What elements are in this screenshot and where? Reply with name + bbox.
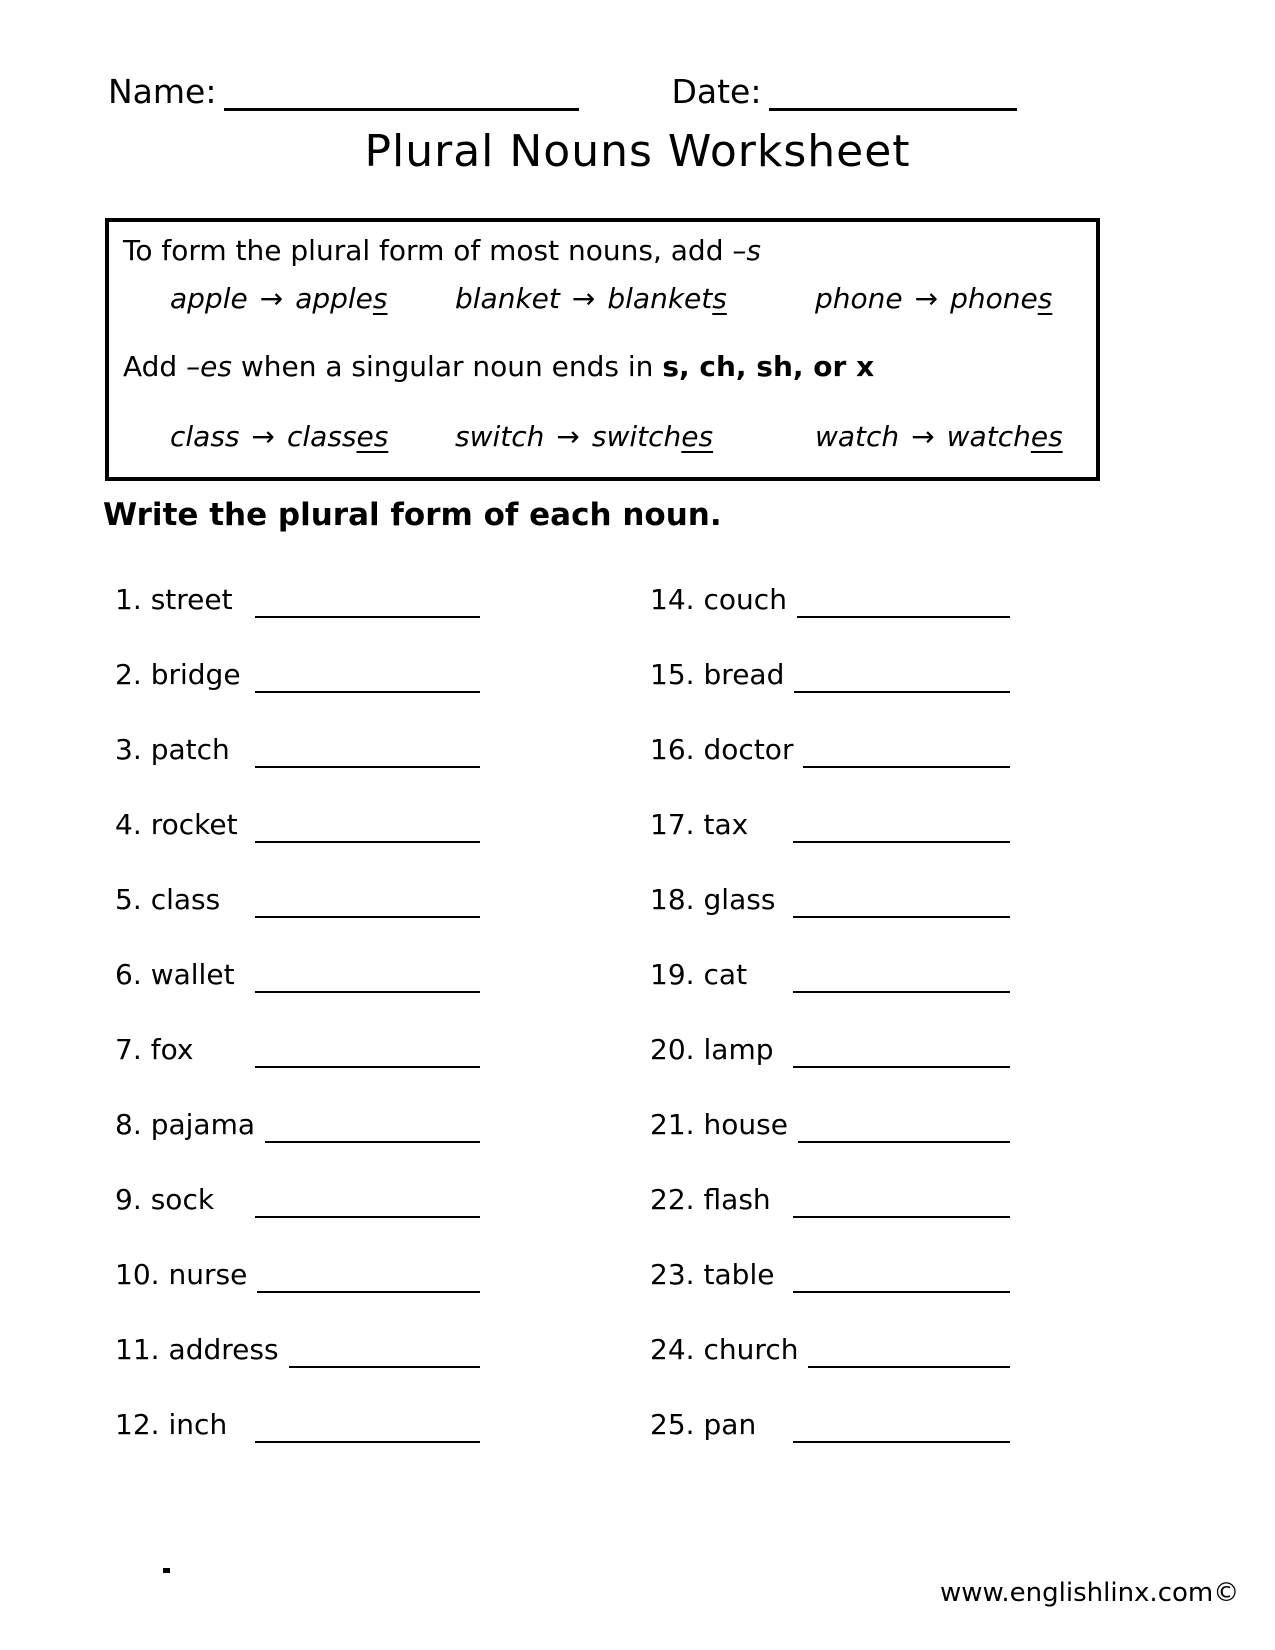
- answer-blank[interactable]: [798, 1107, 1010, 1143]
- example-plural-base: class: [286, 420, 357, 453]
- item-word: doctor: [703, 733, 794, 766]
- worksheet-item: [650, 562, 1010, 637]
- answer-blank[interactable]: [793, 1182, 1010, 1218]
- item-word: class: [150, 883, 221, 916]
- item-label: [115, 958, 255, 991]
- answer-blank[interactable]: [808, 1332, 1010, 1368]
- example-singular: class: [170, 420, 240, 453]
- item-word: sock: [150, 1183, 215, 1216]
- plural-example: [455, 420, 815, 453]
- item-number: 3.: [115, 733, 142, 766]
- worksheet-item: [115, 862, 480, 937]
- item-word: nurse: [168, 1258, 248, 1291]
- example-plural-suffix: s: [712, 282, 727, 315]
- item-number: 2.: [115, 658, 142, 691]
- worksheet-item: [115, 1312, 480, 1387]
- worksheet-item: [115, 562, 480, 637]
- rule-2-text: [123, 350, 874, 383]
- answer-blank[interactable]: [265, 1107, 480, 1143]
- item-word: church: [703, 1333, 799, 1366]
- item-number: 16.: [650, 733, 695, 766]
- item-word: table: [703, 1258, 775, 1291]
- worksheet-item: [115, 637, 480, 712]
- instruction-heading: Write the plural form of each noun.: [103, 497, 722, 533]
- item-word: couch: [703, 583, 787, 616]
- date-blank[interactable]: [769, 78, 1017, 111]
- worksheet-item: [650, 712, 1010, 787]
- example-plural-base: phone: [950, 282, 1038, 315]
- item-label: [650, 583, 797, 616]
- item-label: [115, 1033, 255, 1066]
- answer-blank[interactable]: [793, 1032, 1010, 1068]
- answer-blank[interactable]: [794, 657, 1010, 693]
- answer-blank[interactable]: [255, 657, 480, 693]
- worksheet-item: [650, 1387, 1010, 1462]
- example-plural-base: apple: [295, 282, 373, 315]
- item-label: [115, 1108, 265, 1141]
- item-label: [650, 808, 793, 841]
- noun-list-left-column: [115, 562, 650, 1462]
- item-label: [650, 1333, 808, 1366]
- answer-blank[interactable]: [803, 732, 1010, 768]
- example-plural-suffix: s: [372, 282, 388, 315]
- noun-list-right-column: [650, 562, 1110, 1462]
- example-singular: apple: [170, 282, 248, 315]
- worksheet-item: [650, 787, 1010, 862]
- item-number: 15.: [650, 658, 695, 691]
- worksheet-item: [115, 712, 480, 787]
- plural-example: [455, 282, 815, 315]
- answer-blank[interactable]: [255, 732, 480, 768]
- plural-example: [815, 420, 1063, 453]
- answer-blank[interactable]: [255, 807, 480, 843]
- rule-1-suffix: –s: [732, 234, 761, 267]
- worksheet-item: [115, 937, 480, 1012]
- item-number: 17.: [650, 808, 695, 841]
- item-number: 22.: [650, 1183, 695, 1216]
- answer-blank[interactable]: [793, 1257, 1010, 1293]
- item-label: [115, 583, 255, 616]
- item-label: [115, 1258, 257, 1291]
- arrow-icon: →: [914, 282, 939, 315]
- item-word: bread: [703, 658, 785, 691]
- answer-blank[interactable]: [797, 582, 1010, 618]
- item-word: cat: [703, 958, 748, 991]
- item-label: [115, 883, 255, 916]
- item-number: 23.: [650, 1258, 695, 1291]
- item-word: lamp: [703, 1033, 774, 1066]
- item-label: [650, 733, 803, 766]
- example-singular: switch: [455, 420, 545, 453]
- item-label: [115, 808, 255, 841]
- rule-2-endings: s, ch, sh, or x: [662, 350, 875, 383]
- arrow-icon: →: [259, 282, 284, 315]
- item-word: house: [703, 1108, 788, 1141]
- answer-blank[interactable]: [793, 1407, 1010, 1443]
- stray-ink-dot: [163, 1568, 170, 1573]
- example-plural-suffix: es: [681, 420, 714, 453]
- date-label: Date:: [671, 72, 762, 111]
- item-number: 19.: [650, 958, 695, 991]
- item-word: patch: [150, 733, 230, 766]
- worksheet-item: [115, 1237, 480, 1312]
- item-word: bridge: [150, 658, 241, 691]
- noun-list: [115, 562, 1110, 1462]
- example-plural-suffix: s: [1037, 282, 1053, 315]
- item-label: [650, 883, 793, 916]
- item-number: 18.: [650, 883, 695, 916]
- worksheet-item: [650, 1012, 1010, 1087]
- item-label: [650, 658, 794, 691]
- item-word: fox: [150, 1033, 194, 1066]
- item-word: rocket: [150, 808, 238, 841]
- example-plural-base: blanket: [607, 282, 713, 315]
- answer-blank[interactable]: [255, 957, 480, 993]
- answer-blank[interactable]: [257, 1257, 480, 1293]
- item-word: pajama: [150, 1108, 256, 1141]
- item-number: 20.: [650, 1033, 695, 1066]
- answer-blank[interactable]: [289, 1332, 480, 1368]
- item-word: inch: [168, 1408, 228, 1441]
- worksheet-item: [115, 787, 480, 862]
- worksheet-item: [115, 1087, 480, 1162]
- rule-2-italic: –es: [186, 350, 232, 383]
- answer-blank[interactable]: [255, 1407, 480, 1443]
- item-label: [650, 958, 793, 991]
- example-plural-suffix: es: [356, 420, 389, 453]
- worksheet-item: [650, 1162, 1010, 1237]
- item-number: 10.: [115, 1258, 160, 1291]
- item-number: 9.: [115, 1183, 142, 1216]
- rules-box: [105, 218, 1100, 481]
- answer-blank[interactable]: [255, 1032, 480, 1068]
- item-label: [115, 1408, 255, 1441]
- item-label: [115, 658, 255, 691]
- item-word: wallet: [150, 958, 235, 991]
- item-number: 12.: [115, 1408, 160, 1441]
- item-label: [115, 1183, 255, 1216]
- arrow-icon: →: [571, 282, 596, 315]
- item-label: [650, 1108, 798, 1141]
- answer-blank[interactable]: [255, 882, 480, 918]
- arrow-icon: →: [251, 420, 275, 453]
- item-label: [650, 1183, 793, 1216]
- worksheet-item: [115, 1012, 480, 1087]
- answer-blank[interactable]: [793, 807, 1010, 843]
- item-word: address: [168, 1333, 279, 1366]
- arrow-icon: →: [911, 420, 935, 453]
- item-word: flash: [703, 1183, 771, 1216]
- worksheet-item: [115, 1387, 480, 1462]
- item-label: [115, 733, 255, 766]
- footer-website: www.englishlinx.com©: [940, 1578, 1240, 1608]
- item-number: 11.: [115, 1333, 160, 1366]
- item-number: 6.: [115, 958, 142, 991]
- worksheet-item: [650, 1087, 1010, 1162]
- worksheet-item: [115, 1162, 480, 1237]
- name-blank[interactable]: [224, 78, 579, 111]
- example-singular: watch: [815, 420, 900, 453]
- worksheet-item: [650, 937, 1010, 1012]
- item-number: 7.: [115, 1033, 142, 1066]
- answer-blank[interactable]: [255, 582, 480, 618]
- item-label: [115, 1333, 289, 1366]
- example-plural-suffix: es: [1030, 420, 1063, 453]
- rule-1-examples: [109, 282, 1096, 315]
- item-word: tax: [703, 808, 749, 841]
- worksheet-item: [650, 862, 1010, 937]
- example-plural-base: watch: [946, 420, 1031, 453]
- item-number: 24.: [650, 1333, 695, 1366]
- item-word: street: [150, 583, 233, 616]
- rule-1-text: [123, 234, 761, 267]
- example-singular: phone: [815, 282, 903, 315]
- item-number: 8.: [115, 1108, 142, 1141]
- example-plural-base: switch: [591, 420, 682, 453]
- item-number: 14.: [650, 583, 695, 616]
- worksheet-item: [650, 1312, 1010, 1387]
- rule-2-mid: when a singular noun ends in: [231, 350, 663, 383]
- item-word: pan: [703, 1408, 757, 1441]
- answer-blank[interactable]: [793, 882, 1010, 918]
- item-number: 4.: [115, 808, 142, 841]
- arrow-icon: →: [556, 420, 580, 453]
- item-label: [650, 1408, 793, 1441]
- rule-2-examples: [109, 420, 1096, 453]
- plural-example: [815, 282, 1052, 315]
- item-label: [650, 1258, 793, 1291]
- name-label: Name:: [108, 72, 217, 111]
- item-number: 1.: [115, 583, 142, 616]
- answer-blank[interactable]: [255, 1182, 480, 1218]
- example-singular: blanket: [455, 282, 560, 315]
- worksheet-item: [650, 1237, 1010, 1312]
- item-number: 25.: [650, 1408, 695, 1441]
- rule-1-prefix: To form the plural form of most nouns, add: [123, 234, 733, 267]
- header: [108, 72, 1017, 111]
- answer-blank[interactable]: [793, 957, 1010, 993]
- plural-example: [170, 282, 455, 315]
- item-label: [650, 1033, 793, 1066]
- plural-example: [170, 420, 455, 453]
- page-title: Plural Nouns Worksheet: [364, 126, 911, 177]
- item-word: glass: [703, 883, 776, 916]
- worksheet-item: [650, 637, 1010, 712]
- item-number: 21.: [650, 1108, 695, 1141]
- rule-2-prefix: Add: [123, 350, 187, 383]
- item-number: 5.: [115, 883, 142, 916]
